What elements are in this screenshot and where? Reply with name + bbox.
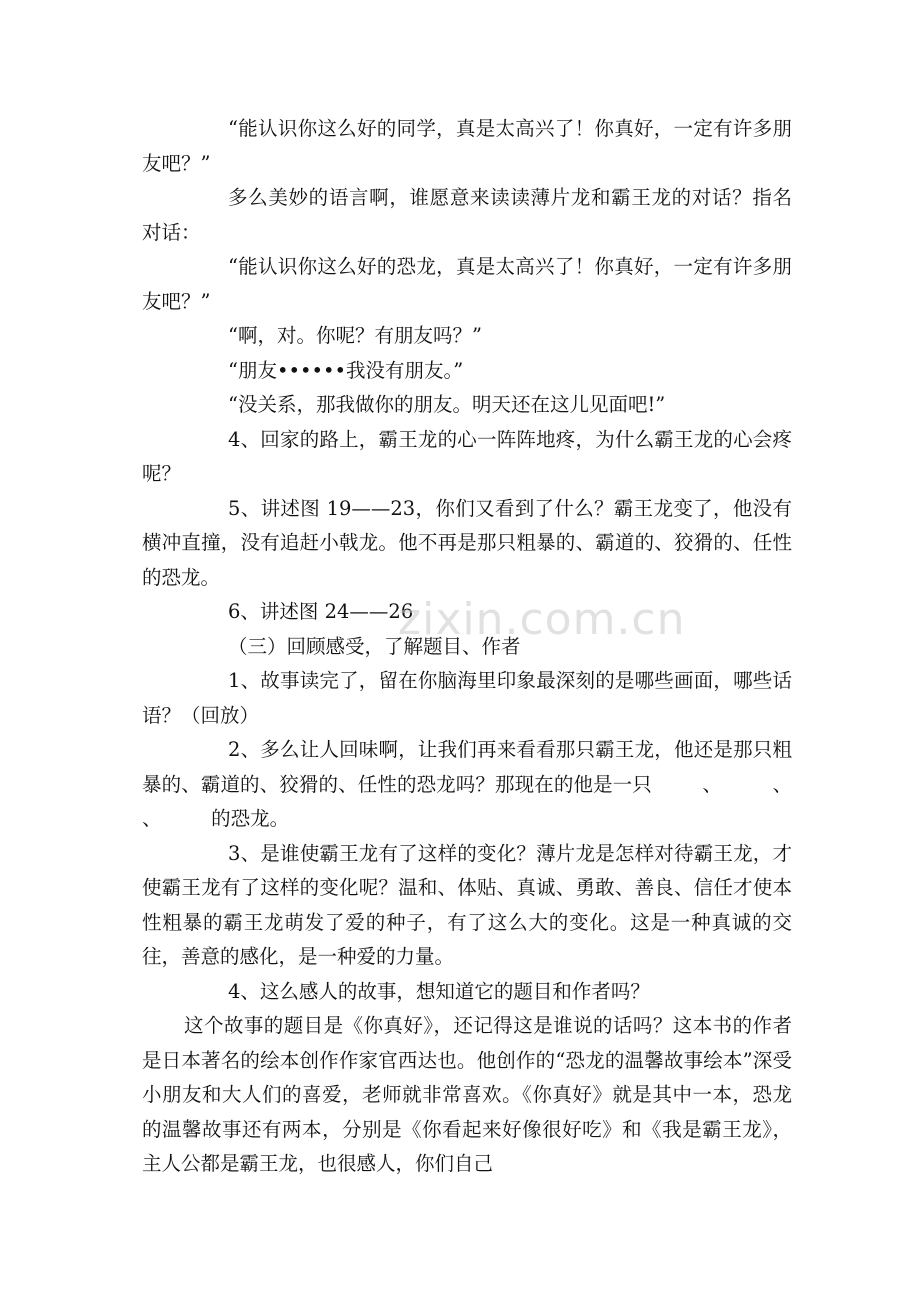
paragraph: 1、故事读完了，留在你脑海里印象最深刻的是哪些画面，哪些话语？（回放） [142,669,792,727]
paragraph: “朋友••••••我没有朋友。” [228,358,464,382]
paragraph: 5、讲述图 19——23，你们又看到了什么？霸王龙变了，他没有横冲直撞，没有追赶小戟龙。他不再是那只粗暴的、霸道的、狡猾的、任性的恐龙。 [142,496,792,589]
paragraph: 多么美妙的语言啊，谁愿意来读读薄片龙和霸王龙的对话？指名对话： [142,186,792,244]
paragraph: （三）回顾感受，了解题目、作者 [228,634,521,658]
paragraph: “没关系，那我做你的朋友。明天还在这儿见面吧!” [228,393,666,416]
paragraph: 3、是谁使霸王龙有了这样的变化？薄片龙是怎样对待霸王龙，才使霸王龙有了这样的变化呢？温和、体贴、真诚、勇敢、善良、信任才使本性粗暴的霸王龙萌发了爱的种子，有了这么大的变化。这是一种真诚的交往，善意的感化，是一种爱的力量。 [142,841,792,968]
paragraph: “啊，对。你呢？有朋友吗？” [228,324,482,347]
document-body [142,112,842,1182]
paragraph: 4、这么感人的故事，想知道它的题目和作者吗？ [228,979,650,1003]
paragraph: 6、讲述图 24——26 [228,600,414,623]
paragraph: “能认识你这么好的同学，真是太高兴了！你真好，一定有许多朋友吧？” [142,117,792,175]
watermark: zixin.com.cn [398,594,686,645]
paragraph: 2、多么让人回味啊，让我们再来看看那只霸王龙，他还是那只粗暴的、霸道的、狡猾的、任性的恐龙吗？那现在的他是一只 、 、 、 的恐龙。 [142,738,842,830]
paragraph: 这个故事的题目是《你真好》，还记得这是谁说的话吗？这本书的作者是日本著名的绘本创作作家官西达也。他创作的“恐龙的温馨故事绘本”深受小朋友和大人们的喜爱，老师就非常喜欢。《你真好》就是其中一本，恐龙的温馨故事还有两本，分别是《你看起来好像很好吃》和《我是霸王龙》，主人公都是霸王龙，也很感人，你们自己 [142,1014,792,1175]
paragraph: “能认识你这么好的恐龙，真是太高兴了！你真好，一定有许多朋友吧？” [142,255,792,313]
paragraph: 4、回家的路上，霸王龙的心一阵阵地疼，为什么霸王龙的心会疼呢？ [142,427,792,485]
